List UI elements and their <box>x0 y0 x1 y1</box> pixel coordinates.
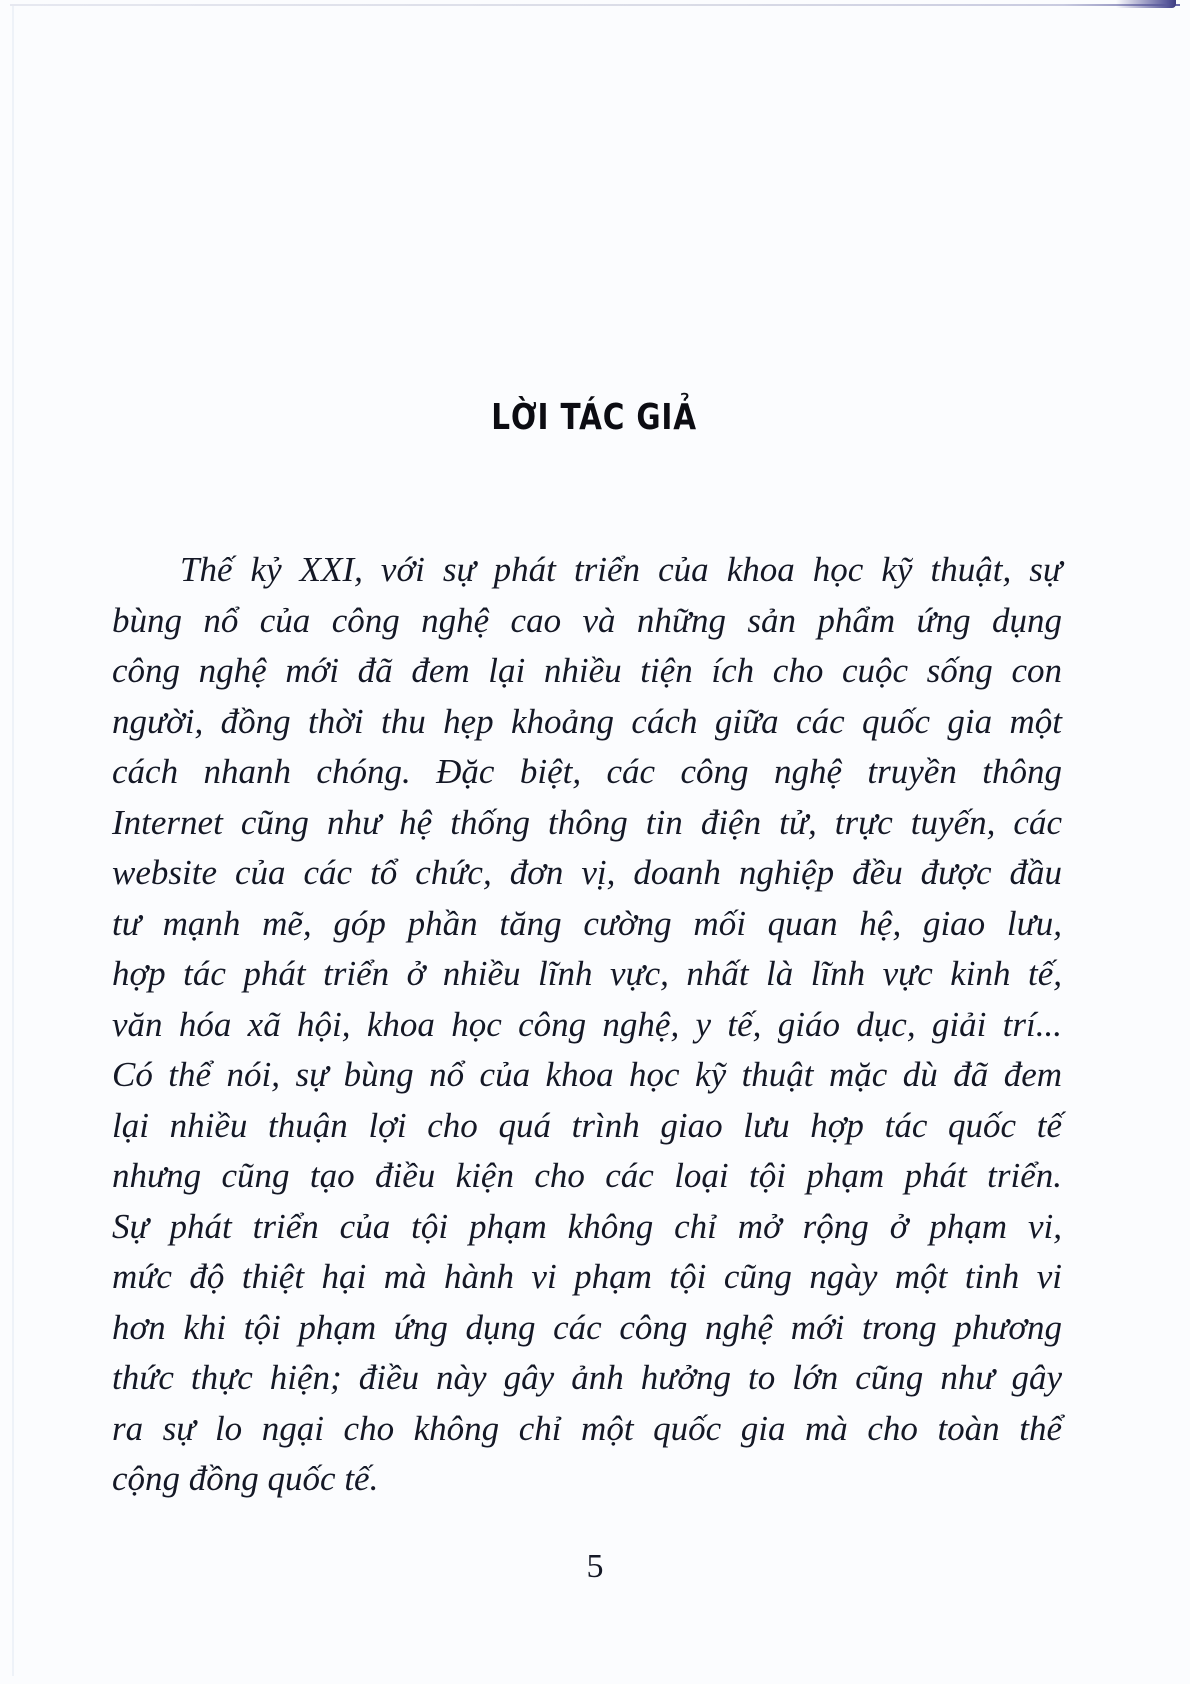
paragraph-line: hợp tác phát triển ở nhiều lĩnh vực, nhất là lĩnh vực kinh tế, <box>112 954 1062 993</box>
paragraph-line: mức độ thiệt hại mà hành vi phạm tội cũng ngày một tinh vi <box>112 1257 1062 1296</box>
paragraph-line: văn hóa xã hội, khoa học công nghệ, y tế, giáo dục, giải trí... <box>112 1004 1062 1044</box>
paragraph-line: công nghệ mới đã đem lại nhiều tiện ích cho cuộc sống con <box>112 651 1062 690</box>
paragraph-line: người, đồng thời thu hẹp khoảng cách giữa các quốc gia một <box>112 701 1062 741</box>
page-top-edge <box>10 4 1180 6</box>
paragraph-line: cách nhanh chóng. Đặc biệt, các công nghệ truyền thông <box>112 752 1062 791</box>
paragraph-line: cộng đồng quốc tế. <box>112 1459 379 1498</box>
paragraph-line: website của các tổ chức, đơn vị, doanh nghiệp đều được đầu <box>112 853 1062 892</box>
preface-paragraph <box>112 545 1062 1505</box>
page-number: 5 <box>586 1548 604 1585</box>
paragraph-line: Có thể nói, sự bùng nổ của khoa học kỹ thuật mặc dù đã đem <box>112 1055 1062 1094</box>
paragraph-line: Thế kỷ XXI, với sự phát triển của khoa học kỹ thuật, sự <box>180 550 1062 589</box>
paragraph-line: thức thực hiện; điều này gây ảnh hưởng to lớn cũng như gây <box>112 1358 1062 1397</box>
paragraph-line: bùng nổ của công nghệ cao và những sản phẩm ứng dụng <box>112 600 1062 640</box>
paragraph-line: lại nhiều thuận lợi cho quá trình giao lưu hợp tác quốc tế <box>112 1105 1062 1145</box>
paragraph-line: nhưng cũng tạo điều kiện cho các loại tội phạm phát triển. <box>112 1156 1062 1195</box>
chapter-title: LỜI TÁC GIẢ <box>491 397 697 438</box>
paragraph-line: ra sự lo ngại cho không chỉ một quốc gia mà cho toàn thể <box>112 1408 1062 1448</box>
page-left-edge <box>12 6 14 1676</box>
paragraph-line: tư mạnh mẽ, góp phần tăng cường mối quan hệ, giao lưu, <box>112 903 1062 943</box>
page-corner-shadow <box>1116 0 1176 8</box>
paragraph-line: Internet cũng như hệ thống thông tin điện tử, trực tuyến, các <box>112 802 1062 842</box>
paragraph-line: Sự phát triển của tội phạm không chỉ mở rộng ở phạm vi, <box>112 1206 1062 1246</box>
paragraph-line: hơn khi tội phạm ứng dụng các công nghệ mới trong phương <box>112 1307 1062 1347</box>
